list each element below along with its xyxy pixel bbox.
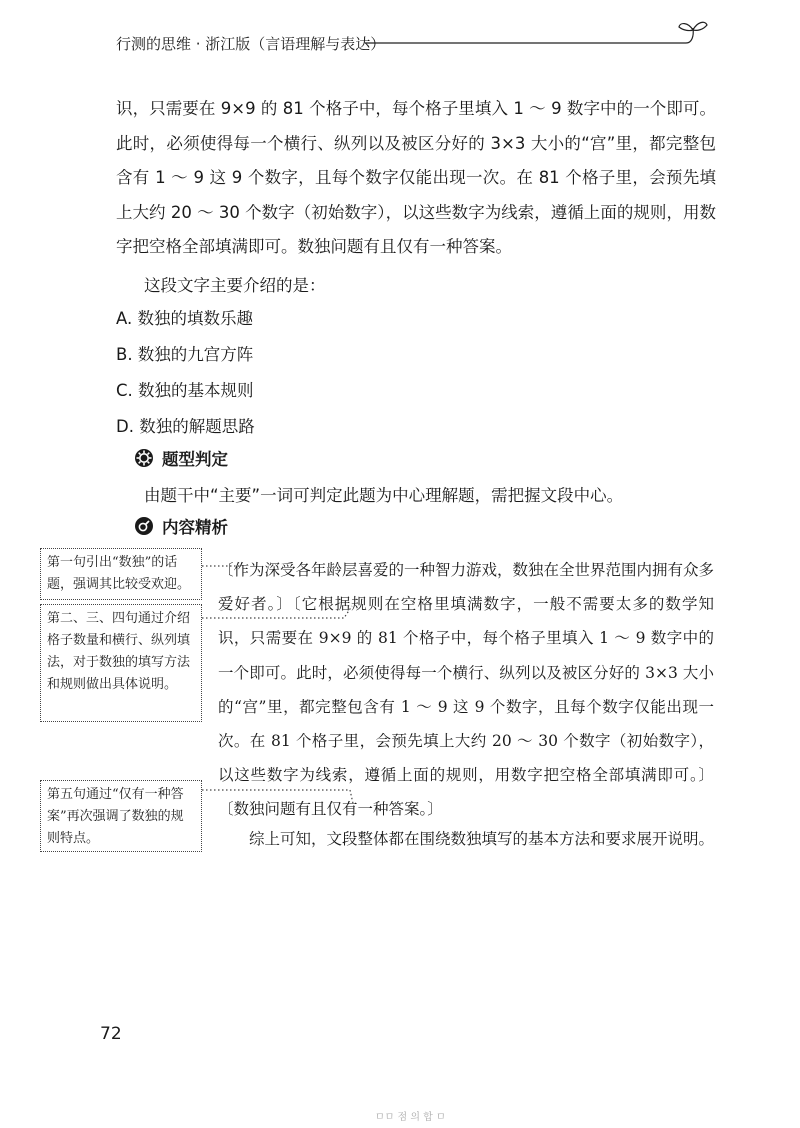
analysis-sentence-5: 〔数独问题有且仅有一种答案。〕 [218, 800, 443, 819]
side-note-2: 第二、三、四句通过介绍格子数量和横行、纵列填法，对于数独的填写方法和规则做出具体说明。 [40, 604, 202, 722]
page-number: 72 [100, 1024, 122, 1044]
analysis-section-title: 内容精析 [162, 518, 228, 537]
question-stem: 这段文字主要介绍的是： [144, 276, 326, 295]
option-c: C. 数独的基本规则 [116, 381, 254, 400]
running-header-title: 行测的思维 · 浙江版（言语理解与表达） [116, 35, 386, 53]
summary-text: 综上可知，文段整体都在围绕数独填写的基本方法和要求展开说明。 [249, 830, 715, 848]
side-note-1: 第一句引出“数独”的话题，强调其比较受欢迎。 [40, 548, 202, 600]
option-b: B. 数独的九宫方阵 [116, 345, 254, 364]
passage-text: 识，只需要在 9×9 的 81 个格子中，每个格子里填入 1 ～ 9 数字中的一个即可。此时，必须使得每一个横行、纵列以及被区分好的 3×3 大小的“宫”里，都完整包含有 1 ～ 9 这 9 个数字，且每个数字仅能出现一次。在 81 个格子里，会预先填上大约 20 ～ 30 个数字（初始数字），以这些数字为线索，遵循上面的规则，用数字把空格全部填满即可。数独问题有且仅有一种答案。 [116, 99, 716, 256]
analysis-sentences-2-4: 〔它根据规则在空格里填满数字，一般不需要太多的数学知识，只需要在 9×9 的 81 个格子中，每个格子里填入 1 ～ 9 数字中的一个即可。此时，必须使得每一个横行、纵列以及被区分好的 3×3 大小的“宫”里，都完整包含有 1 ～ 9 这 9 个数字，且每个数字仅能出现一次。在 81 个格子里，会预先填上大约 20 ～ 30 个数字（初始数字），以这些数字为线索，遵循上面的规则，用数字把空格全部填满即可。〕 [218, 595, 714, 785]
type-section-text: 由题干中“主要”一词可判定此题为中心理解题，需把握文段中心。 [144, 486, 624, 505]
leader-line-2 [202, 606, 352, 618]
leader-line-3 [202, 790, 354, 808]
option-d: D. 数独的解题思路 [116, 417, 255, 436]
footer-scan-mark: ㅁㅁ 점 의 합 ㅁ [375, 1112, 446, 1123]
analysis-sentence-1: 〔作为深受各年龄层喜爱的一种智力游戏，数独在全世界范围内拥有众多爱好者。〕 [218, 561, 715, 614]
type-section-title: 题型判定 [162, 450, 228, 469]
side-note-3: 第五句通过“仅有一种答案”再次强调了数独的规则特点。 [40, 780, 202, 852]
option-a: A. 数独的填数乐趣 [116, 309, 253, 328]
